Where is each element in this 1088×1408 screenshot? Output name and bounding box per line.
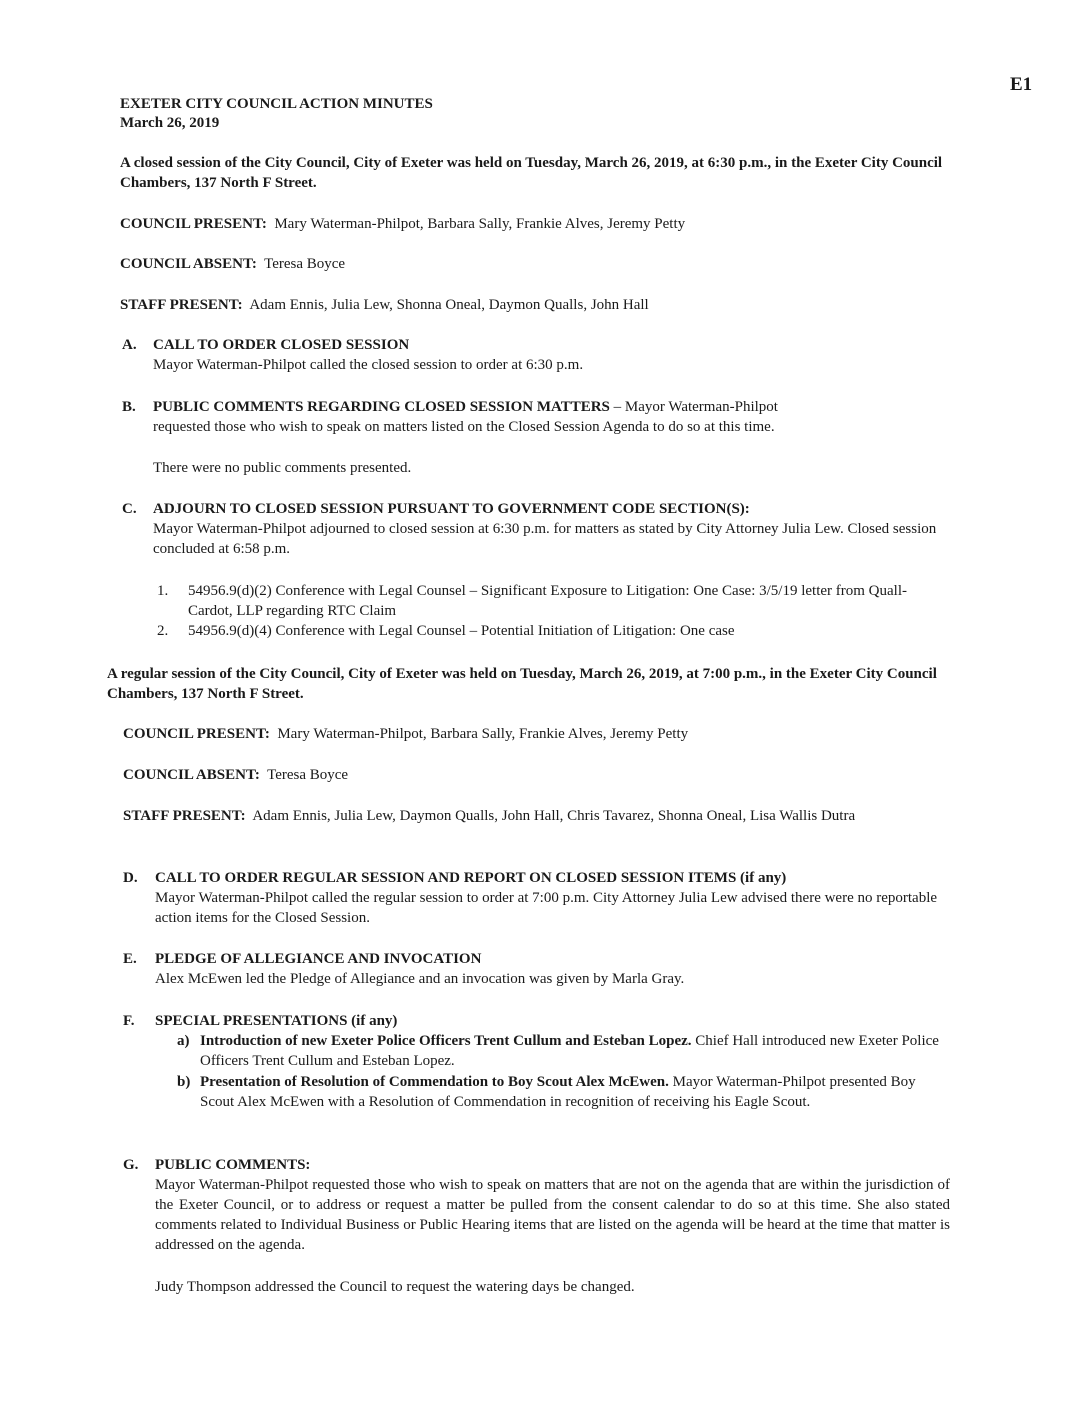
- item-d-letter: D.: [123, 870, 138, 886]
- item-f-heading: SPECIAL PRESENTATIONS (if any): [155, 1013, 398, 1029]
- document-date: March 26, 2019: [120, 115, 220, 131]
- item-f-sub-a-title: Introduction of new Exeter Police Officers Trent Cullum and Esteban Lopez.: [200, 1033, 692, 1049]
- item-b-letter: B.: [122, 399, 136, 415]
- item-d-heading: CALL TO ORDER REGULAR SESSION AND REPORT ON CLOSED SESSION ITEMS (if any): [155, 870, 787, 886]
- present-names: Mary Waterman-Philpot, Barbara Sally, Frankie Alves, Jeremy Petty: [277, 726, 689, 742]
- absent-label: COUNCIL ABSENT:: [123, 767, 260, 783]
- item-a-heading: CALL TO ORDER CLOSED SESSION: [153, 337, 410, 353]
- closed-council-absent: [120, 254, 345, 274]
- closed-council-present: [120, 214, 685, 234]
- closed-session-intro: A closed session of the City Council, City of Exeter was held on Tuesday, March 26, 2019, at 6:30 p.m., in the Exeter City Council Chambers, 137 North F Street.: [120, 155, 943, 191]
- item-f-letter: F.: [123, 1013, 135, 1029]
- item-c-letter: C.: [122, 501, 137, 517]
- page-number: E1: [1010, 74, 1033, 95]
- absent-names: Teresa Boyce: [267, 767, 349, 783]
- item-c-list-num-2: 2.: [157, 623, 169, 639]
- closed-staff-present: [120, 295, 649, 315]
- item-e-text: Alex McEwen led the Pledge of Allegiance and an invocation was given by Marla Gray.: [155, 971, 685, 987]
- item-a-text: Mayor Waterman-Philpot called the closed session to order at 6:30 p.m.: [153, 357, 584, 373]
- regular-council-absent: [123, 765, 348, 785]
- item-b-text2: requested those who wish to speak on matters listed on the Closed Session Agenda to do so at this time.: [153, 419, 775, 435]
- regular-council-present: [123, 724, 688, 744]
- present-label: COUNCIL PRESENT:: [123, 726, 270, 742]
- item-g-text: Mayor Waterman-Philpot requested those who wish to speak on matters that are not on the agenda that are within the jurisdiction of the Exeter Council, or to address or request a matter be pulled from the consent calendar to do so at this time. She also stated comments related to Individual Business or Public Hearing items that are listed on the agenda will be heard at the time that matter is addressed on the agenda.: [155, 1177, 950, 1253]
- item-g-note: Judy Thompson addressed the Council to request the watering days be changed.: [155, 1279, 635, 1295]
- item-f-sub-b-text: Mayor Waterman-Philpot presented Boy Scout Alex McEwen with a Resolution of Commendation in recognition of receiving his Eagle Scout.: [200, 1074, 916, 1110]
- staff-names: Adam Ennis, Julia Lew, Shonna Oneal, Daymon Qualls, John Hall: [249, 297, 649, 313]
- staff-label: STAFF PRESENT:: [120, 297, 243, 313]
- item-c-list-num-1: 1.: [157, 583, 169, 599]
- item-c-heading: ADJOURN TO CLOSED SESSION PURSUANT TO GOVERNMENT CODE SECTION(S):: [153, 501, 750, 517]
- staff-names: Adam Ennis, Julia Lew, Daymon Qualls, John Hall, Chris Tavarez, Shonna Oneal, Lisa Wallis Dutra: [252, 808, 856, 824]
- item-b-text1: – Mayor Waterman-Philpot: [613, 399, 778, 415]
- item-a-letter: A.: [122, 337, 137, 353]
- regular-session-intro: A regular session of the City Council, City of Exeter was held on Tuesday, March 26, 2019, at 7:00 p.m., in the Exeter City Council Chambers, 137 North F Street.: [107, 666, 937, 702]
- absent-label: COUNCIL ABSENT:: [120, 256, 257, 272]
- item-c-list-text-2: 54956.9(d)(4) Conference with Legal Counsel – Potential Initiation of Litigation: One case: [188, 623, 735, 639]
- item-f-sub-b-title: Presentation of Resolution of Commendation to Boy Scout Alex McEwen.: [200, 1074, 669, 1090]
- present-names: Mary Waterman-Philpot, Barbara Sally, Frankie Alves, Jeremy Petty: [274, 216, 686, 232]
- regular-staff-present: [123, 806, 953, 826]
- item-c-list-text-1: 54956.9(d)(2) Conference with Legal Counsel – Significant Exposure to Litigation: One Case: 3/5/19 letter from Quall-Cardot, LLP regarding RTC Claim: [188, 583, 907, 619]
- item-g-letter: G.: [123, 1157, 139, 1173]
- item-f-sub-a-text: Chief Hall introduced new Exeter Police Officers Trent Cullum and Esteban Lopez.: [200, 1033, 939, 1069]
- item-f-sub-a-label: a): [177, 1033, 190, 1049]
- item-g-heading: PUBLIC COMMENTS:: [155, 1157, 311, 1173]
- absent-names: Teresa Boyce: [264, 256, 346, 272]
- item-e-letter: E.: [123, 951, 137, 967]
- item-d-text: Mayor Waterman-Philpot called the regular session to order at 7:00 p.m. City Attorney Julia Lew advised there were no reportable action items for the Closed Session.: [155, 890, 938, 926]
- item-f-sub-b-label: b): [177, 1074, 191, 1090]
- item-b-heading: PUBLIC COMMENTS REGARDING CLOSED SESSION MATTERS: [153, 399, 610, 415]
- present-label: COUNCIL PRESENT:: [120, 216, 267, 232]
- document-title: EXETER CITY COUNCIL ACTION MINUTES: [120, 96, 433, 112]
- item-f-sub-a: [200, 1031, 940, 1071]
- item-f-sub-b: [200, 1072, 945, 1112]
- item-c-text: Mayor Waterman-Philpot adjourned to closed session at 6:30 p.m. for matters as stated by City Attorney Julia Lew. Closed session concluded at 6:58 p.m.: [153, 521, 937, 557]
- staff-label: STAFF PRESENT:: [123, 808, 246, 824]
- item-e-heading: PLEDGE OF ALLEGIANCE AND INVOCATION: [155, 951, 482, 967]
- item-b-line1: [153, 397, 778, 417]
- item-b-note: There were no public comments presented.: [153, 460, 412, 476]
